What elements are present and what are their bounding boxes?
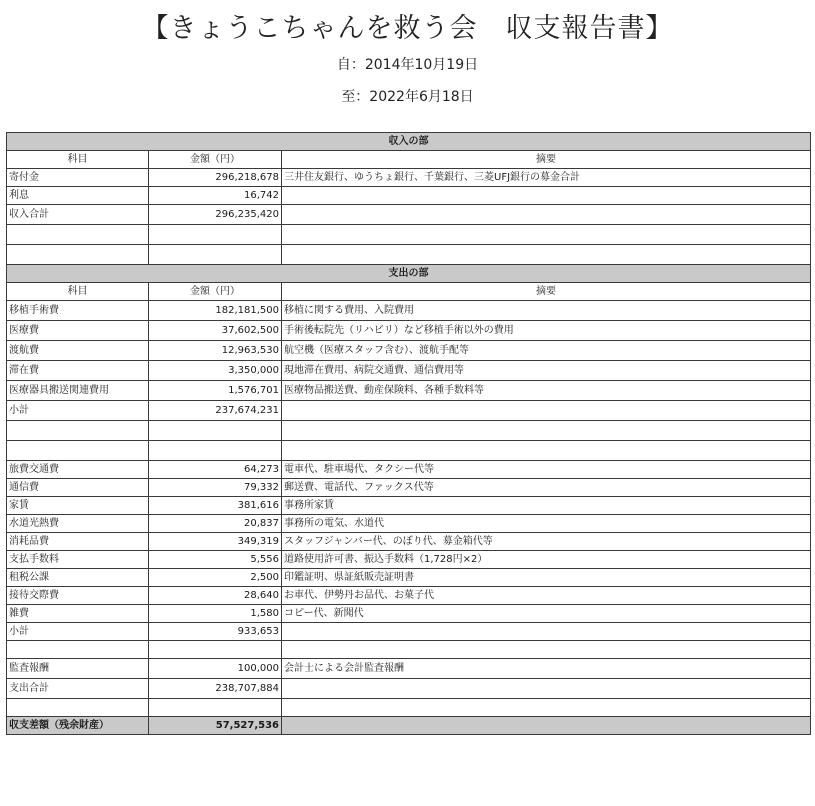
subtotal-row xyxy=(7,623,811,641)
table-row xyxy=(7,461,811,479)
table-row xyxy=(7,361,811,381)
row-summary: 現地滞在費用、病院交通費、通信費用等 xyxy=(282,361,811,381)
row-amount: 238,707,884 xyxy=(149,679,282,699)
table-row xyxy=(7,659,811,679)
row-subject: 医療費 xyxy=(7,321,149,341)
row-amount: 16,742 xyxy=(149,187,282,205)
expense-column-header xyxy=(7,283,811,301)
table-row xyxy=(7,187,811,205)
table-row xyxy=(7,497,811,515)
period-start: 自：2014年10月19日 xyxy=(336,57,479,73)
balance-row xyxy=(7,717,811,735)
row-subject: 収入合計 xyxy=(7,205,149,225)
row-amount: 182,181,500 xyxy=(149,301,282,321)
table-row xyxy=(7,301,811,321)
amount-header: 金額（円） xyxy=(149,151,282,169)
row-subject: 雑費 xyxy=(7,605,149,623)
subtotal-label: 小計 xyxy=(7,401,149,421)
blank-row xyxy=(7,641,811,659)
table-row xyxy=(7,569,811,587)
blank-row xyxy=(7,699,811,717)
row-amount: 64,273 xyxy=(149,461,282,479)
row-summary: お車代、伊勢丹お品代、お菓子代 xyxy=(282,587,811,605)
subtotal-amount: 237,674,231 xyxy=(149,401,282,421)
table-row xyxy=(7,533,811,551)
row-amount: 296,218,678 xyxy=(149,169,282,187)
row-amount: 12,963,530 xyxy=(149,341,282,361)
row-subject: 医療器具搬送関連費用 xyxy=(7,381,149,401)
row-amount: 79,332 xyxy=(149,479,282,497)
row-amount: 2,500 xyxy=(149,569,282,587)
row-amount: 5,556 xyxy=(149,551,282,569)
row-amount: 37,602,500 xyxy=(149,321,282,341)
row-subject: 渡航費 xyxy=(7,341,149,361)
row-subject: 通信費 xyxy=(7,479,149,497)
row-summary: 郵送費、電話代、ファックス代等 xyxy=(282,479,811,497)
row-subject: 寄付金 xyxy=(7,169,149,187)
row-subject: 支払手数料 xyxy=(7,551,149,569)
subtotal-label: 小計 xyxy=(7,623,149,641)
row-amount: 100,000 xyxy=(149,659,282,679)
row-subject: 租税公課 xyxy=(7,569,149,587)
income-section-title: 収入の部 xyxy=(7,133,811,151)
summary-header: 摘要 xyxy=(282,151,811,169)
table-row xyxy=(7,605,811,623)
expense-section-title: 支出の部 xyxy=(7,265,811,283)
income-total-row xyxy=(7,205,811,225)
row-subject: 家賃 xyxy=(7,497,149,515)
blank-row xyxy=(7,421,811,441)
row-subject: 消耗品費 xyxy=(7,533,149,551)
table-row xyxy=(7,341,811,361)
subject-header: 科目 xyxy=(7,283,149,301)
row-amount: 296,235,420 xyxy=(149,205,282,225)
subtotal-row xyxy=(7,401,811,421)
summary-header: 摘要 xyxy=(282,283,811,301)
amount-header: 金額（円） xyxy=(149,283,282,301)
row-subject: 接待交際費 xyxy=(7,587,149,605)
row-summary: スタッフジャンバー代、のぼり代、募金箱代等 xyxy=(282,533,811,551)
row-amount: 3,350,000 xyxy=(149,361,282,381)
blank-row xyxy=(7,441,811,461)
row-summary: 道路使用許可書、振込手数料（1,728円×2） xyxy=(282,551,811,569)
income-section-header xyxy=(7,133,811,151)
row-summary: 航空機（医療スタッフ含む）、渡航手配等 xyxy=(282,341,811,361)
row-summary: 三井住友銀行、ゆうちょ銀行、千葉銀行、三菱UFJ銀行の募金合計 xyxy=(282,169,811,187)
balance-amount: 57,527,536 xyxy=(149,717,282,735)
report-title: 【きょうこちゃんを救う会 収支報告書】 xyxy=(141,13,674,44)
row-summary: 会計士による会計監査報酬 xyxy=(282,659,811,679)
row-summary: 手術後転院先（リハビリ）など移植手術以外の費用 xyxy=(282,321,811,341)
row-summary: 移植に関する費用、入院費用 xyxy=(282,301,811,321)
subtotal-amount: 933,653 xyxy=(149,623,282,641)
row-summary: 事務所家賃 xyxy=(282,497,811,515)
expense-total-row xyxy=(7,679,811,699)
financial-report-table xyxy=(6,132,811,735)
table-row xyxy=(7,551,811,569)
table-row xyxy=(7,587,811,605)
row-amount: 1,580 xyxy=(149,605,282,623)
row-amount: 349,319 xyxy=(149,533,282,551)
income-column-header xyxy=(7,151,811,169)
row-summary: 電車代、駐車場代、タクシー代等 xyxy=(282,461,811,479)
table-row xyxy=(7,169,811,187)
row-summary: 事務所の電気、水道代 xyxy=(282,515,811,533)
row-subject: 利息 xyxy=(7,187,149,205)
subject-header: 科目 xyxy=(7,151,149,169)
row-summary: コピー代、新聞代 xyxy=(282,605,811,623)
row-subject: 監査報酬 xyxy=(7,659,149,679)
row-amount: 28,640 xyxy=(149,587,282,605)
blank-row xyxy=(7,225,811,245)
row-summary xyxy=(282,205,811,225)
row-subject: 旅費交通費 xyxy=(7,461,149,479)
row-subject: 滞在費 xyxy=(7,361,149,381)
row-summary: 医療物品搬送費、動産保険料、各種手数料等 xyxy=(282,381,811,401)
period-end: 至：2022年6月18日 xyxy=(341,89,474,105)
row-subject: 水道光熱費 xyxy=(7,515,149,533)
expense-section-header xyxy=(7,265,811,283)
row-summary: 印鑑証明、県証紙販売証明書 xyxy=(282,569,811,587)
table-row xyxy=(7,479,811,497)
row-amount: 20,837 xyxy=(149,515,282,533)
balance-label: 収支差額（残余財産） xyxy=(7,717,149,735)
row-summary xyxy=(282,187,811,205)
row-amount: 1,576,701 xyxy=(149,381,282,401)
row-subject: 支出合計 xyxy=(7,679,149,699)
row-subject: 移植手術費 xyxy=(7,301,149,321)
row-amount: 381,616 xyxy=(149,497,282,515)
blank-row xyxy=(7,245,811,265)
table-row xyxy=(7,381,811,401)
table-row xyxy=(7,321,811,341)
table-row xyxy=(7,515,811,533)
